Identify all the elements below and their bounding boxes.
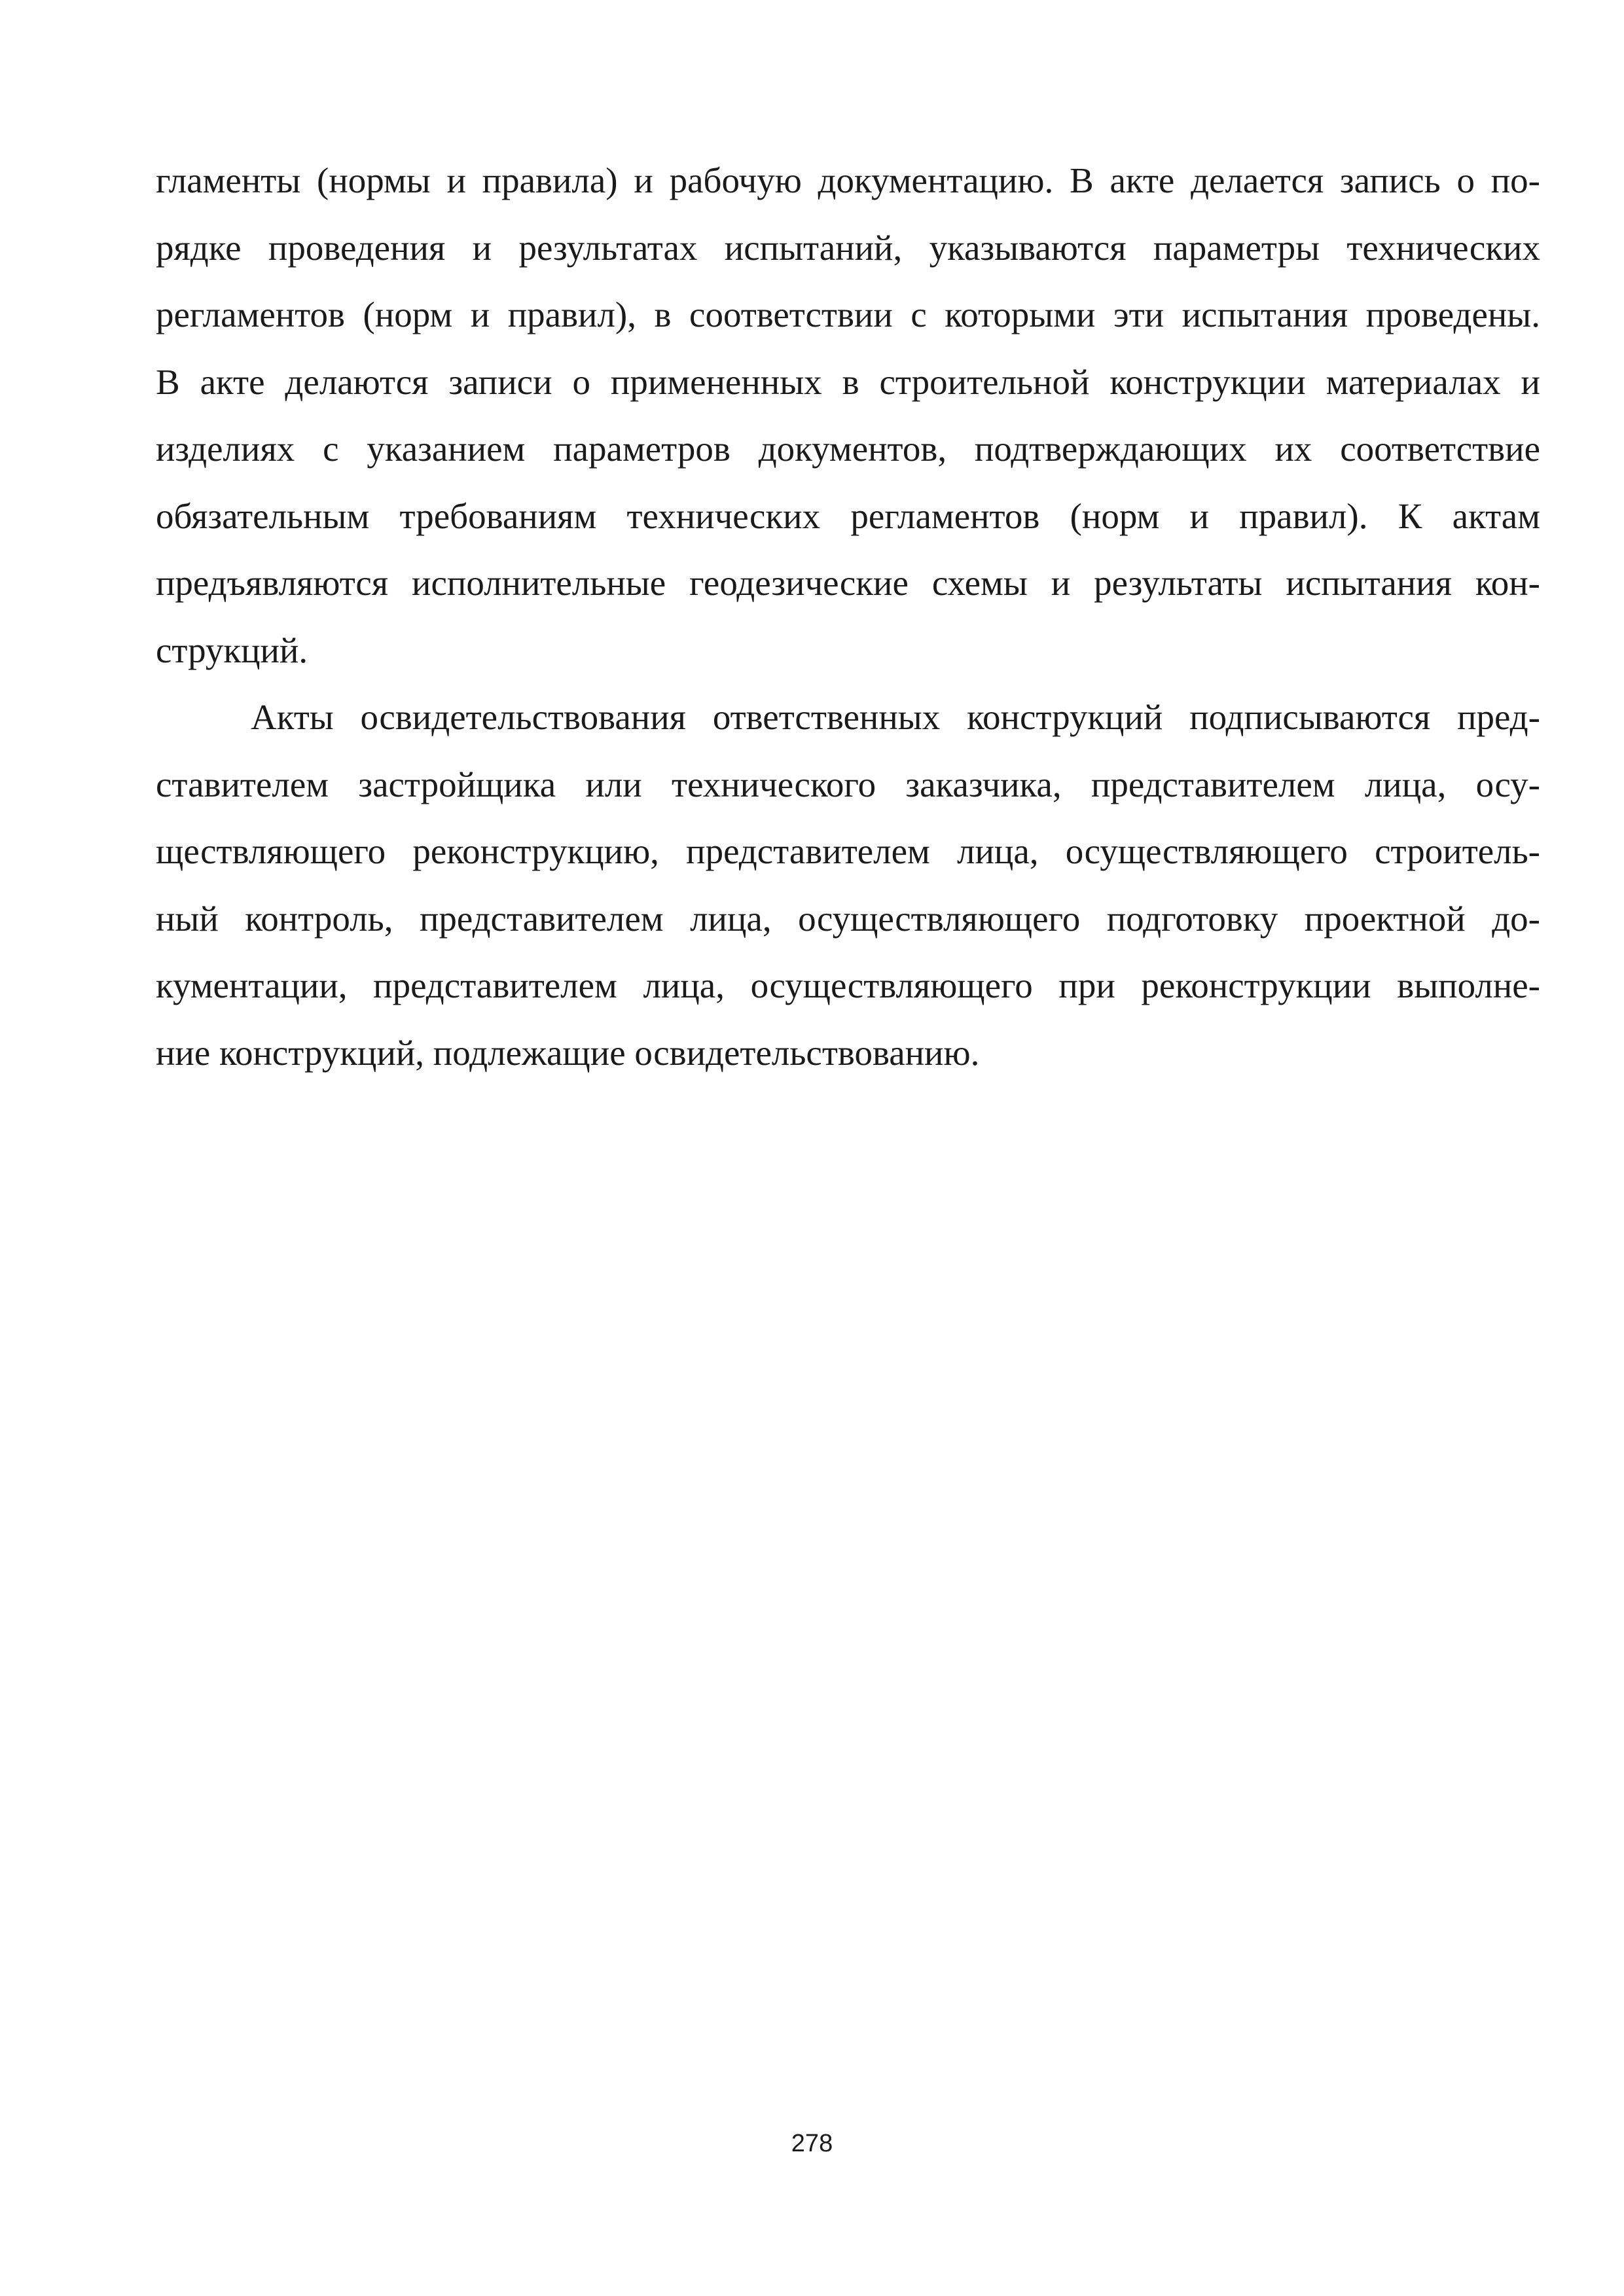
text-line: гламенты (нормы и правила) и рабочую документацию. В акте делается запись о по- [156, 160, 1540, 200]
text-line: ный контроль, представителем лица, осуществляющего подготовку проектной до- [156, 898, 1540, 939]
text-line: ществляющего реконструкцию, представителем лица, осуществляющего строитель- [156, 831, 1540, 871]
text-line: предъявляются исполнительные геодезические схемы и результаты испытания кон- [156, 563, 1540, 603]
paragraph-2 [156, 684, 1540, 1086]
body-text [156, 147, 1540, 1086]
text-line: обязательным требованиям технических регламентов (норм и правил). К актам [156, 495, 1540, 536]
text-line: ставителем застройщика или технического заказчика, представителем лица, осу- [156, 764, 1540, 804]
text-line: ние конструкций, подлежащие освидетельствованию. [156, 1032, 980, 1073]
text-line: струкций. [156, 630, 308, 670]
page-number: 278 [791, 2130, 833, 2157]
text-line: рядке проведения и результатах испытаний, указываются параметры технических [156, 227, 1540, 268]
text-line: регламентов (норм и правил), в соответствии с которыми эти испытания проведены. [156, 295, 1540, 334]
paragraph-1 [156, 147, 1540, 684]
text-line: В акте делаются записи о примененных в строительной конструкции материалах и [156, 361, 1540, 402]
text-line: кументации, представителем лица, осуществляющего при реконструкции выполне- [156, 965, 1540, 1005]
text-line: Акты освидетельствования ответственных конструкций подписываются пред- [251, 697, 1540, 737]
text-line: изделиях с указанием параметров документов, подтверждающих их соответствие [156, 429, 1540, 469]
